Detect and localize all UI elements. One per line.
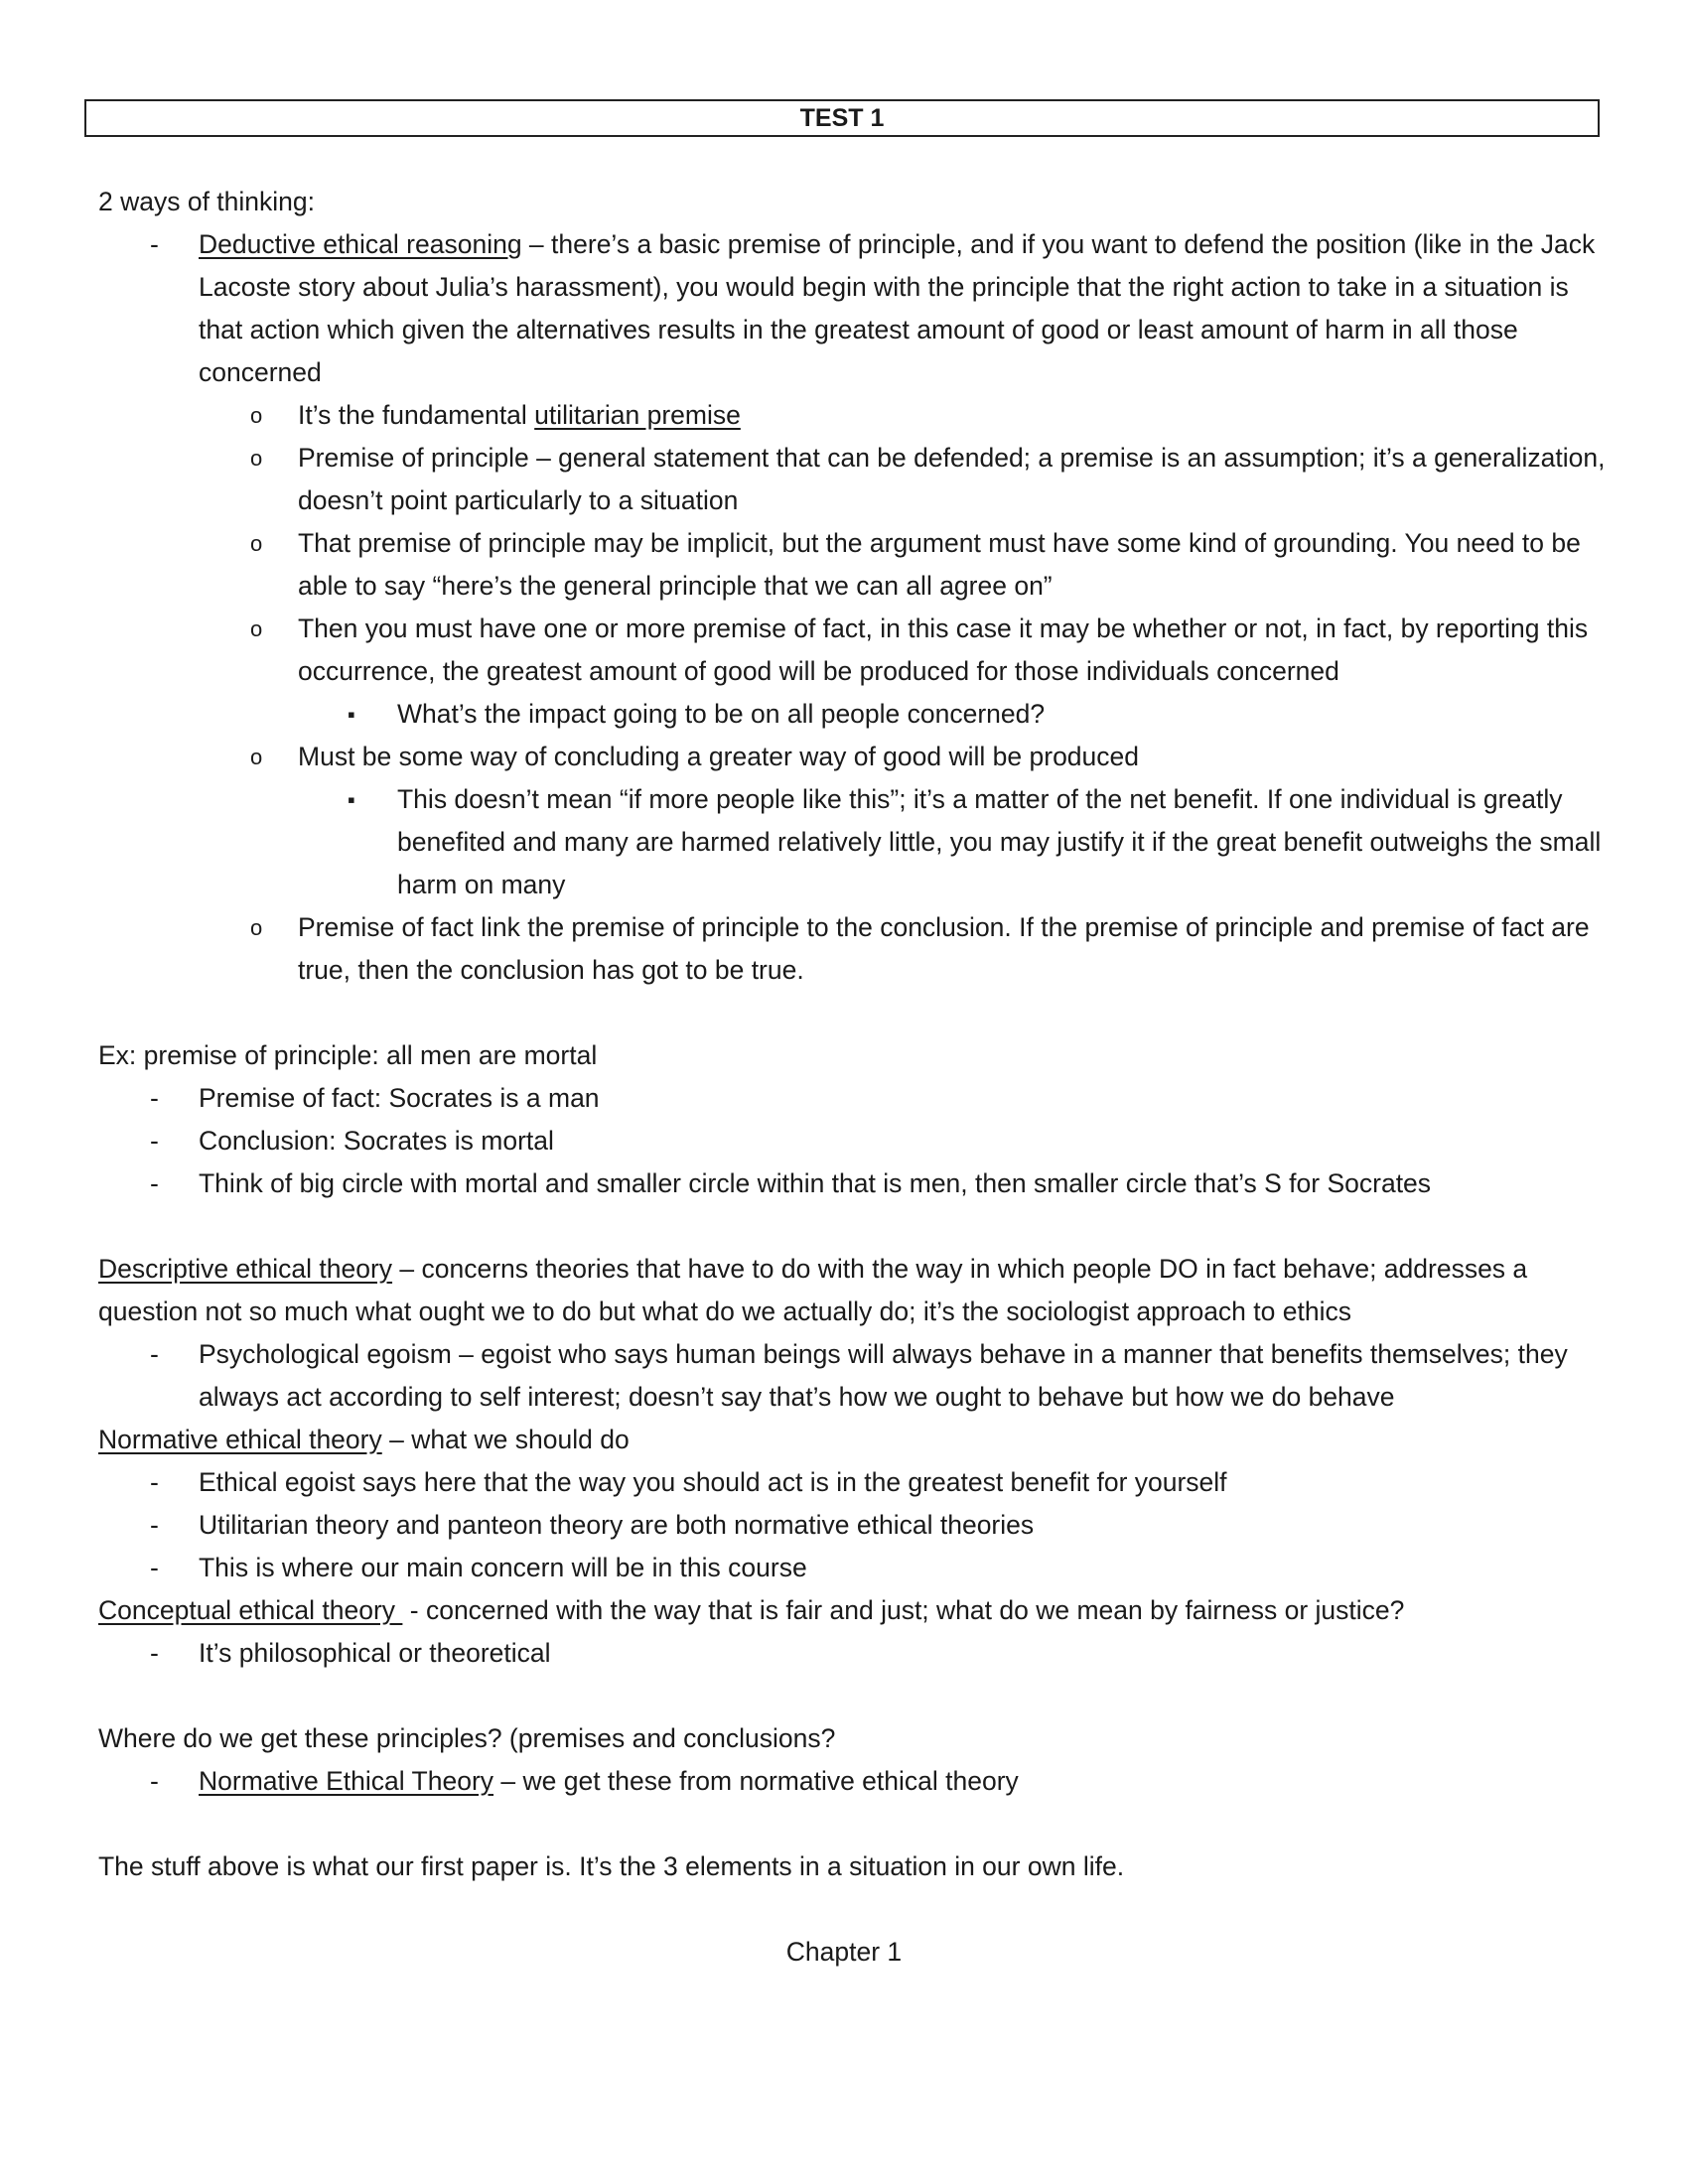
chapter-heading: Chapter 1 bbox=[785, 1937, 903, 1967]
list-item: - Think of big circle with mortal and smaller circle within that is men, then smaller circle that’s S for Socrates bbox=[98, 1162, 1608, 1205]
fact-sublist bbox=[298, 693, 1608, 736]
deductive-description: – there’s a basic premise of principle, and if you want to defend the position (like in the Jack Lacoste story about Julia’s harassment), you would begin with the principle that the right action to take in a situation is that action which given the alternatives results in the greatest amount of good or least amount of harm in all those concerned bbox=[199, 229, 1596, 387]
list-item: - Premise of fact: Socrates is a man bbox=[98, 1077, 1608, 1120]
principles-question: Where do we get these principles? (premises and conclusions? bbox=[98, 1723, 836, 1753]
conceptual-paragraph bbox=[98, 1589, 1608, 1632]
list-item bbox=[199, 394, 1608, 437]
list-item-deductive bbox=[98, 223, 1608, 394]
list-item: o That premise of principle may be implicit, but the argument must have some kind of grounding. You need to be able to say “here’s the general principle that we can all agree on” bbox=[199, 522, 1608, 608]
item-text: It’s the fundamental bbox=[298, 400, 535, 430]
descriptive-text: – concerns theories that have to do with the way in which people DO in fact behave; addresses a question not so much what ought we to do but what do we actually do; it’s the sociologist approach to ethics bbox=[98, 1254, 1528, 1326]
descriptive-list bbox=[98, 1333, 1608, 1419]
conceptual-text: - concerned with the way that is fair and just; what do we mean by fairness or justice? bbox=[402, 1595, 1405, 1625]
summary-line: The stuff above is what our first paper is. It’s the 3 elements in a situation in our own life. bbox=[98, 1851, 1125, 1881]
deductive-sublist-cont bbox=[199, 736, 1608, 778]
term-normative-ethical-theory-2: Normative Ethical Theory bbox=[199, 1766, 494, 1796]
term-conceptual-ethical-theory: Conceptual ethical theory bbox=[98, 1595, 403, 1625]
term-descriptive-ethical-theory: Descriptive ethical theory bbox=[98, 1254, 393, 1284]
list-item: - Psychological egoism – egoist who says human beings will always behave in a manner that benefits themselves; they always act according to self interest; doesn’t say that’s how we ought to behave but how we do behave bbox=[98, 1333, 1608, 1419]
section-heading-ways-of-thinking: 2 ways of thinking: bbox=[98, 187, 316, 216]
page-title: TEST 1 bbox=[84, 99, 1600, 137]
list-item: - Conclusion: Socrates is mortal bbox=[98, 1120, 1608, 1162]
term-utilitarian-premise: utilitarian premise bbox=[534, 400, 741, 430]
deductive-sublist-end bbox=[199, 906, 1608, 992]
list-item: - This is where our main concern will be in this course bbox=[98, 1547, 1608, 1589]
term-deductive-ethical-reasoning: Deductive ethical reasoning bbox=[199, 229, 522, 259]
list-item: - Utilitarian theory and panteon theory are both normative ethical theories bbox=[98, 1504, 1608, 1547]
normative-paragraph bbox=[98, 1419, 1608, 1461]
conceptual-list bbox=[98, 1632, 1608, 1675]
list-item: o Premise of principle – general statement that can be defended; a premise is an assumption; it’s a generalization, doesn’t point particularly to a situation bbox=[199, 437, 1608, 522]
list-item: o Premise of fact link the premise of principle to the conclusion. If the premise of principle and premise of fact are true, then the conclusion has got to be true. bbox=[199, 906, 1608, 992]
principles-list bbox=[98, 1760, 1608, 1803]
list-item bbox=[98, 1760, 1608, 1803]
list-item: o Must be some way of concluding a greater way of good will be produced bbox=[199, 736, 1608, 778]
term-normative-ethical-theory: Normative ethical theory bbox=[98, 1425, 382, 1454]
net-benefit-sublist bbox=[298, 778, 1608, 906]
notes-body bbox=[98, 181, 1608, 1974]
example-line: Ex: premise of principle: all men are mortal bbox=[98, 1040, 598, 1070]
list-item: ▪ What’s the impact going to be on all people concerned? bbox=[298, 693, 1608, 736]
deductive-sublist bbox=[199, 394, 1608, 693]
list-item: o Then you must have one or more premise of fact, in this case it may be whether or not, in fact, by reporting this occurrence, the greatest amount of good will be produced for those individuals concerned bbox=[199, 608, 1608, 693]
list-item: - It’s philosophical or theoretical bbox=[98, 1632, 1608, 1675]
item-text: – we get these from normative ethical theory bbox=[493, 1766, 1019, 1796]
list-item: - Ethical egoist says here that the way you should act is in the greatest benefit for yourself bbox=[98, 1461, 1608, 1504]
normative-text: – what we should do bbox=[381, 1425, 630, 1454]
example-list bbox=[98, 1077, 1608, 1205]
normative-list bbox=[98, 1461, 1608, 1589]
ways-of-thinking-list bbox=[98, 223, 1608, 394]
list-item: ▪ This doesn’t mean “if more people like this”; it’s a matter of the net benefit. If one individual is greatly benefited and many are harmed relatively little, you may justify it if the great benefit outweighs the small harm on many bbox=[298, 778, 1608, 906]
descriptive-paragraph bbox=[98, 1248, 1608, 1333]
